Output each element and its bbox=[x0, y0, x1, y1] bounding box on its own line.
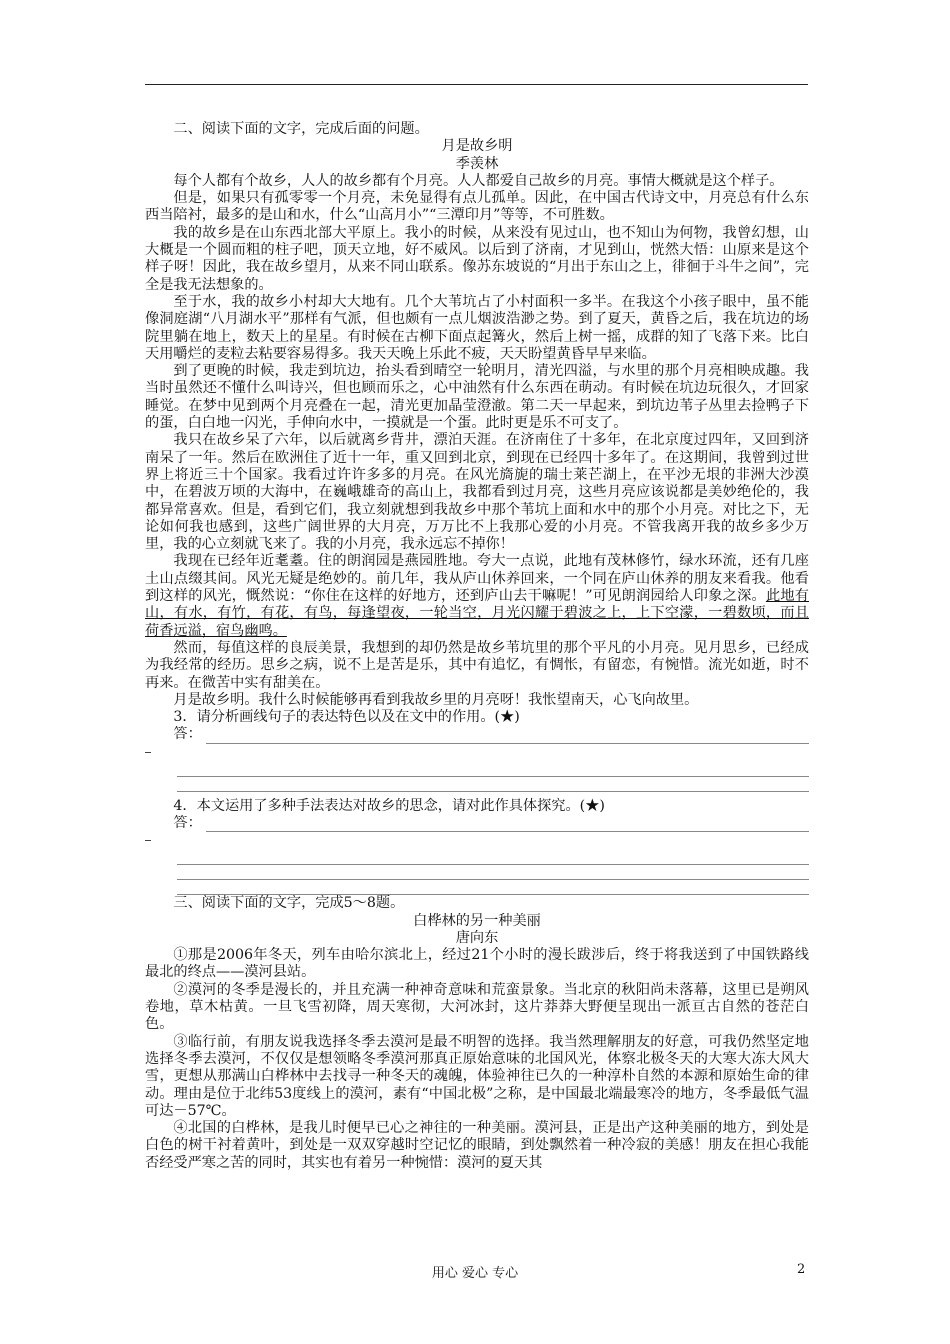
answer-line[interactable] bbox=[177, 777, 809, 792]
page-footer: 用心 爱心 专心 bbox=[431, 1266, 519, 1281]
essay1-author: 季羡林 bbox=[455, 155, 499, 172]
underlined-sentence: 此地有山，有水，有竹，有花，有鸟，每逢望夜，一轮当空，月光闪耀于碧波之上，上下空濛，一碧数顷，而且荷香远溢，宿鸟幽鸣。 bbox=[145, 588, 809, 639]
essay2-paragraph: ③临行前，有朋友说我选择冬季去漠河是最不明智的选择。我当然理解朋友的好意，可我仍然坚定地选择冬季去漠河，不仅仅是想领略冬季漠河那真正原始意味的北国风光，体察北极冬天的大寒大冻大风大雪，更想从那满山白桦林中去找寻一种冬天的魂魄，体验神往已久的一种淳朴自然的本源和原始生命的律动。理由是位于北纬53度线上的漠河，素有“中国北极”之称，是中国最北端最寒冷的地方，冬季最低气温可达－57℃。 bbox=[145, 1033, 809, 1119]
answer-line[interactable] bbox=[206, 732, 809, 744]
essay1-paragraph: 到了更晚的时候，我走到坑边，抬头看到晴空一轮明月，清光四溢，与水里的那个月亮相映成趣。我当时虽然还不懂什么叫诗兴，但也顾而乐之，心中油然有什么东西在萌动。有时候在坑边玩很久，才回家睡觉。在梦中见到两个月亮叠在一起，清光更加晶莹澄澈。第二天一早起来，到坑边苇子丛里去捡鸭子下的蛋，白白地一闪光，手伸向水中，一摸就是一个蛋。此时更是乐不可支了。 bbox=[145, 363, 809, 432]
essay2-paragraph: ①那是2006年冬天，列车由哈尔滨北上，经过21个小时的漫长跋涉后，终于将我送到了中国铁路线最北的终点——漠河县站。 bbox=[145, 947, 809, 981]
answer-line[interactable] bbox=[177, 850, 809, 865]
essay1-paragraph-garden bbox=[145, 553, 809, 639]
essay1-paragraph: 但是，如果只有孤零零一个月亮，未免显得有点儿孤单。因此，在中国古代诗文中，月亮总有什么东西当陪衬，最多的是山和水，什么“山高月小”“三潭印月”等等，不可胜数。 bbox=[145, 190, 809, 224]
document-body bbox=[145, 121, 809, 1172]
essay1-paragraph: 然而，每值这样的良辰美景，我想到的却仍然是故乡苇坑里的那个平凡的小月亮。见月思乡，已经成为我经常的经历。思乡之病，说不上是苦是乐，其中有追忆，有惆怅，有留恋，有惋惜。流光如逝，时不再来。在微苦中实有甜美在。 bbox=[145, 639, 809, 691]
section2-heading: 二、阅读下面的文字，完成后面的问题。 bbox=[173, 121, 429, 137]
answer-label: 答： bbox=[173, 814, 202, 831]
answer-line[interactable] bbox=[177, 865, 809, 880]
essay1-paragraph: 每个人都有个故乡，人人的故乡都有个月亮。人人都爱自己故乡的月亮。事情大概就是这个样子。 bbox=[173, 172, 784, 189]
answer-line[interactable] bbox=[206, 820, 809, 832]
question-3: 3．请分析画线句子的表达特色以及在文中的作用。(★) bbox=[173, 709, 520, 726]
page-number: 2 bbox=[797, 1262, 806, 1277]
continuation-dash bbox=[145, 832, 809, 850]
header-rule bbox=[145, 84, 808, 85]
answer-row-q3[interactable] bbox=[173, 726, 809, 743]
essay2-paragraph: ④北国的白桦林，是我儿时便早已心之神往的一种美丽。漠河县，正是出产这种美丽的地方，到处是白色的树干衬着黄叶，到处是一双双穿越时空记忆的眼睛，到处飘然着一种冷寂的美感！朋友在担心我能否经受严寒之苦的同时，其实也有着另一种惋惜：漠河的夏天其 bbox=[145, 1120, 809, 1171]
question-4: 4．本文运用了多种手法表达对故乡的思念，请对此作具体探究。(★) bbox=[173, 797, 605, 814]
section3-heading: 三、阅读下面的文字，完成5～8题。 bbox=[173, 895, 405, 912]
essay1-paragraph: 我的故乡是在山东西北部大平原上。我小的时候，从来没有见过山，也不知山为何物，我曾幻想，山大概是一个圆而粗的柱子吧，顶天立地，好不威风。以后到了济南，才见到山，恍然大悟：山原来是这个样子呀！因此，我在故乡望月，从来不同山联系。像苏东坡说的“月出于东山之上，徘徊于斗牛之间”，完全是我无法想象的。 bbox=[145, 224, 809, 293]
essay1-paragraph: 月是故乡明。我什么时候能够再看到我故乡里的月亮呀！我怅望南天，心飞向故里。 bbox=[173, 691, 699, 708]
essay2-title: 白桦林的另一种美丽 bbox=[413, 912, 541, 929]
essay1-paragraph: 我只在故乡呆了六年，以后就离乡背井，漂泊天涯。在济南住了十多年，在北京度过四年，又回到济南呆了一年。然后在欧洲住了近十一年，重又回到北京，到现在已经四十多年了。在这期间，我曾到过世界上将近三十个国家。我看过许许多多的月亮。在风光旖旎的瑞士莱芒湖上，在平沙无垠的非洲大沙漠中，在碧波万顷的大海中，在巍峨雄奇的高山上，我都看到过月亮，这些月亮应该说都是美妙绝伦的，我都异常喜欢。但是，看到它们，我立刻就想到我故乡中那个苇坑上面和水中的那个小月亮。对比之下，无论如何我也感到，这些广阔世界的大月亮，万万比不上我那心爱的小月亮。不管我离开我的故乡多少万里，我的心立刻就飞来了。我的小月亮，我永远忘不掉你！ bbox=[145, 432, 809, 553]
essay2-paragraph: ②漠河的冬季是漫长的，并且充满一种神奇意味和荒蛮景象。当北京的秋阳尚未落幕，这里已是朔风卷地，草木枯黄。一旦飞雪初降，周天寒彻，大河冰封，这片莽莽大野便呈现出一派亘古自然的苍茫白色。 bbox=[145, 981, 809, 1033]
essay2-author: 唐向东 bbox=[455, 929, 499, 946]
answer-label: 答： bbox=[173, 726, 202, 743]
answer-line[interactable] bbox=[177, 880, 809, 895]
continuation-dash bbox=[145, 744, 809, 762]
essay1-title: 月是故乡明 bbox=[441, 138, 513, 155]
answer-line[interactable] bbox=[177, 762, 809, 777]
essay1-paragraph: 至于水，我的故乡小村却大大地有。几个大苇坑占了小村面积一多半。在我这个小孩子眼中，虽不能像洞庭湖“八月湖水平”那样有气派，但也颇有一点儿烟波浩渺之势。到了夏天，黄昏之后，我在坑边的场院里躺在地上，数天上的星星。有时候在古柳下面点起篝火，然后上树一摇，成群的知了飞落下来。比白天用嚼烂的麦粒去粘要容易得多。我天天晚上乐此不疲，天天盼望黄昏早早来临。 bbox=[145, 293, 809, 362]
garden-lead-text: 我现在已经年近耄耋。住的朗润园是燕园胜地。夸大一点说，此地有茂林修竹，绿水环流，还有几座土山点缀其间。风光无疑是绝妙的。前几年，我从庐山休养回来，一个同在庐山休养的朋友来看我。他看到这样的风光，慨然说：“你住在这样的好地方，还到庐山去干嘛呢！”可见朗润园给人印象之深。 bbox=[145, 553, 809, 605]
answer-row-q4[interactable] bbox=[173, 815, 809, 832]
